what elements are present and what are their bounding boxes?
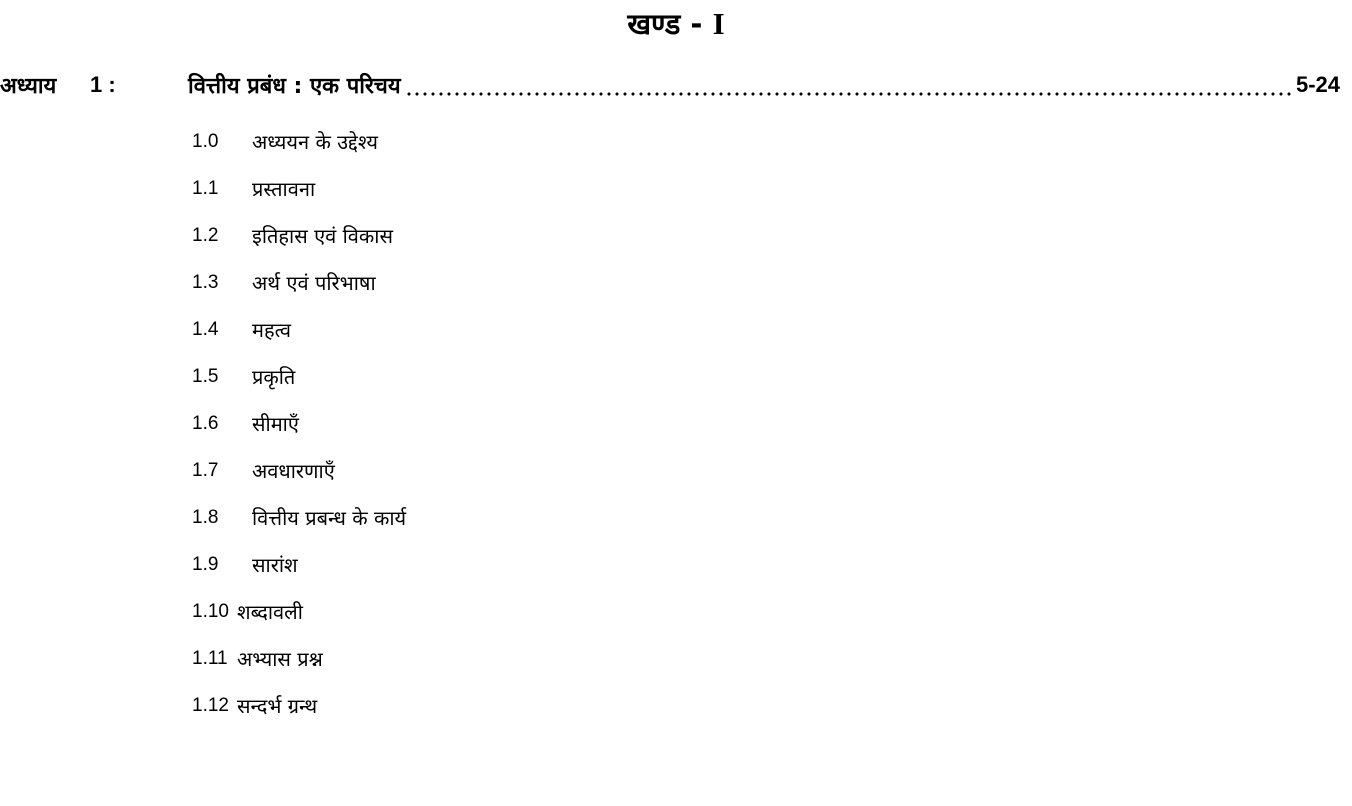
entry-number: 1.10 [192, 600, 229, 622]
toc-entry [192, 635, 406, 682]
entry-label: शब्दावली [237, 600, 303, 624]
entry-label: सारांश [252, 553, 298, 577]
entry-number: 1.11 [192, 647, 228, 669]
entry-number: 1.2 [192, 224, 219, 246]
entry-label: इतिहास एवं विकास [252, 224, 393, 248]
chapter-label: अध्याय [0, 74, 57, 99]
entry-number: 1.8 [192, 506, 219, 528]
entry-label: सन्दर्भ ग्रन्थ [237, 694, 318, 718]
toc-entry [192, 212, 406, 259]
entry-number: 1.0 [192, 130, 219, 152]
section-roman-numeral: I [712, 6, 725, 41]
toc-entry-list [192, 118, 406, 729]
toc-entry [192, 494, 406, 541]
entry-label: अवधारणाएँ [252, 459, 335, 483]
toc-entry [192, 165, 406, 212]
entry-number: 1.9 [192, 553, 219, 575]
toc-entry [192, 259, 406, 306]
entry-number: 1.7 [192, 459, 219, 481]
entry-label: प्रस्तावना [252, 177, 316, 201]
section-label: खण्ड - [627, 7, 703, 41]
section-heading [0, 4, 1352, 44]
toc-entry [192, 682, 406, 729]
toc-entry [192, 447, 406, 494]
entry-label: प्रकृति [252, 365, 296, 389]
chapter-row [0, 63, 1340, 107]
dot-leader [405, 79, 1292, 99]
entry-number: 1.1 [192, 177, 219, 199]
toc-entry [192, 353, 406, 400]
toc-entry [192, 306, 406, 353]
toc-entry [192, 588, 406, 635]
toc-entry [192, 541, 406, 588]
entry-label: सीमाएँ [252, 412, 299, 436]
chapter-page-range: 5-24 [1295, 72, 1340, 97]
entry-label: महत्व [252, 318, 291, 342]
entry-label: अर्थ एवं परिभाषा [252, 271, 376, 295]
entry-number: 1.4 [192, 318, 219, 340]
entry-number: 1.6 [192, 412, 219, 434]
toc-entry [192, 118, 406, 165]
chapter-title: वित्तीय प्रबंध : एक परिचय [188, 74, 401, 99]
entry-number: 1.5 [192, 365, 219, 387]
chapter-number: 1 : [90, 72, 116, 97]
entry-number: 1.3 [192, 271, 219, 293]
entry-label: वित्तीय प्रबन्ध के कार्य [252, 506, 407, 530]
entry-label: अभ्यास प्रश्न [237, 647, 323, 671]
entry-number: 1.12 [192, 694, 229, 716]
entry-label: अध्ययन के उद्देश्य [252, 130, 378, 154]
toc-entry [192, 400, 406, 447]
